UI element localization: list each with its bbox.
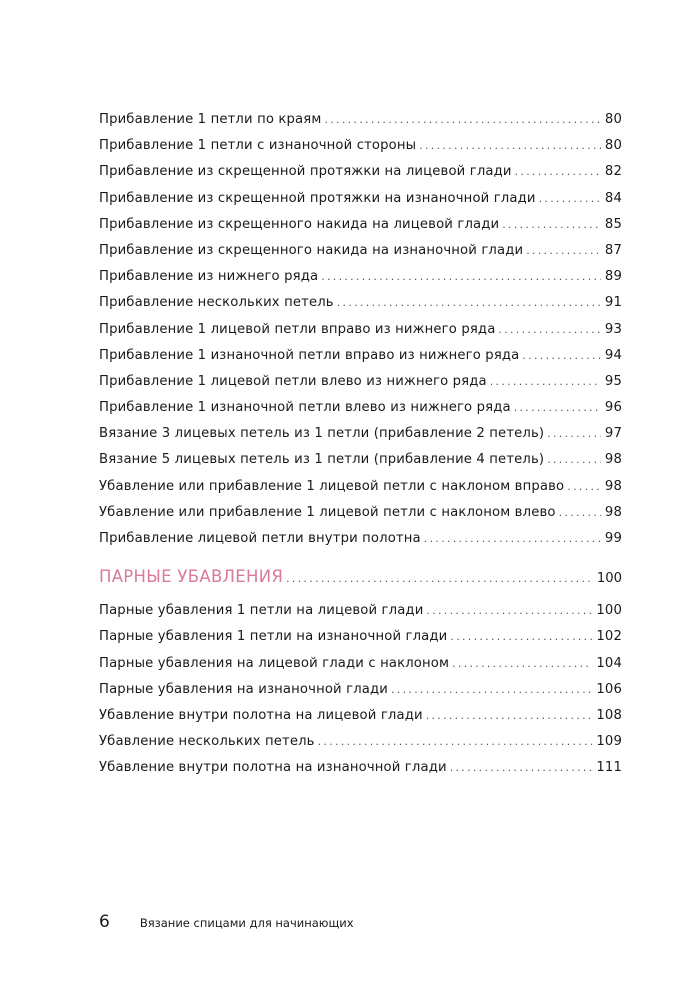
toc-entry[interactable] xyxy=(99,395,622,421)
toc-entry-page-number: 84 xyxy=(604,190,622,206)
toc-entry-page-number: 109 xyxy=(596,734,622,750)
dot-leader xyxy=(490,369,601,395)
toc-entry-title: Парные убавления на лицевой глади с наклоном xyxy=(99,655,450,671)
toc-entry-page-number: 102 xyxy=(596,629,622,645)
toc-entry[interactable] xyxy=(99,624,622,650)
toc-entry[interactable] xyxy=(99,159,622,185)
dot-leader xyxy=(426,703,593,729)
toc-entry[interactable] xyxy=(99,703,622,729)
toc-entry-title: Прибавление 1 изнаночной петли вправо из нижнего ряда xyxy=(99,347,520,363)
toc-entries-top xyxy=(99,107,622,552)
toc-entry-page-number: 108 xyxy=(596,707,622,723)
toc-entries-bottom xyxy=(99,598,622,781)
toc-entry-title: Парные убавления на изнаночной глади xyxy=(99,681,389,697)
toc-entry[interactable] xyxy=(99,186,622,212)
section-page-number: 100 xyxy=(596,571,622,587)
toc-entry-page-number: 94 xyxy=(604,347,622,363)
toc-entry-page-number: 99 xyxy=(604,531,622,546)
dot-leader xyxy=(424,526,601,552)
toc-entry-page-number: 98 xyxy=(604,478,622,494)
toc-entry[interactable] xyxy=(99,598,622,624)
toc-entry-page-number: 100 xyxy=(596,603,622,619)
toc-entry-page-number: 91 xyxy=(604,295,622,311)
dot-leader xyxy=(515,159,601,185)
toc-entry-title: Вязание 3 лицевых петель из 1 петли (прибавление 2 петель) xyxy=(99,426,545,442)
toc-entry-page-number: 80 xyxy=(604,112,622,127)
toc-entry-page-number: 87 xyxy=(604,242,622,258)
toc-entry[interactable] xyxy=(99,317,622,343)
toc-section-heading[interactable] xyxy=(99,562,622,592)
dot-leader xyxy=(559,500,601,526)
toc-entry-title: Прибавление нескольких петель xyxy=(99,295,334,311)
toc-entry-page-number: 96 xyxy=(604,400,622,416)
dot-leader xyxy=(337,290,601,316)
toc-entry[interactable] xyxy=(99,651,622,677)
toc-entry-title: Прибавление 1 лицевой петли вправо из нижнего ряда xyxy=(99,321,496,337)
toc-entry-title: Прибавление из скрещенной протяжки на изнаночной глади xyxy=(99,190,536,206)
section-title: ПАРНЫЕ УБАВЛЕНИЯ xyxy=(99,567,284,587)
toc-entry-title: Убавление или прибавление 1 лицевой петли с наклоном влево xyxy=(99,504,556,520)
dot-leader xyxy=(567,474,601,500)
toc-entry-page-number: 98 xyxy=(604,452,622,468)
toc-entry[interactable] xyxy=(99,447,622,473)
dot-leader xyxy=(318,729,593,755)
toc-entry-page-number: 85 xyxy=(604,216,622,232)
toc-entry[interactable] xyxy=(99,343,622,369)
page-footer xyxy=(99,912,354,932)
toc-entry-title: Убавление внутри полотна на лицевой глади xyxy=(99,707,423,723)
footer-page-number: 6 xyxy=(99,912,110,932)
toc-entry-title: Прибавление 1 лицевой петли влево из нижнего ряда xyxy=(99,373,487,389)
toc-entry[interactable] xyxy=(99,474,622,500)
dot-leader xyxy=(391,677,592,703)
toc-entry-title: Убавление или прибавление 1 лицевой петли с наклоном вправо xyxy=(99,478,565,494)
toc-entry-title: Прибавление из скрещенного накида на лицевой глади xyxy=(99,216,500,232)
dot-leader xyxy=(498,317,600,343)
toc-entry-page-number: 97 xyxy=(604,426,622,442)
dot-leader xyxy=(539,186,601,212)
dot-leader xyxy=(547,447,601,473)
dot-leader xyxy=(419,133,601,159)
toc-entry[interactable] xyxy=(99,212,622,238)
toc-entry-page-number: 104 xyxy=(596,655,622,671)
dot-leader xyxy=(514,395,601,421)
dot-leader xyxy=(502,212,601,238)
toc-entry-title: Прибавление 1 изнаночной петли влево из нижнего ряда xyxy=(99,400,511,416)
toc-entry-title: Прибавление из скрещенного накида на изнаночной глади xyxy=(99,242,524,258)
dot-leader xyxy=(522,343,601,369)
toc-entry-title: Убавление нескольких петель xyxy=(99,734,315,750)
toc-entry[interactable] xyxy=(99,421,622,447)
toc-entry-page-number: 95 xyxy=(604,373,622,389)
dot-leader xyxy=(547,421,601,447)
dot-leader xyxy=(450,755,593,781)
toc-entry-title: Парные убавления 1 петли на изнаночной глади xyxy=(99,629,448,645)
table-of-contents xyxy=(99,107,622,782)
toc-entry-page-number: 80 xyxy=(604,138,622,154)
toc-entry-title: Прибавление 1 петли по краям xyxy=(99,112,322,127)
dot-leader xyxy=(526,238,601,264)
toc-entry-title: Прибавление из скрещенной протяжки на лицевой глади xyxy=(99,164,512,180)
toc-entry[interactable] xyxy=(99,238,622,264)
dot-leader xyxy=(321,264,601,290)
toc-entry-title: Прибавление лицевой петли внутри полотна xyxy=(99,531,421,546)
toc-entry-title: Вязание 5 лицевых петель из 1 петли (прибавление 4 петель) xyxy=(99,452,545,468)
toc-entry[interactable] xyxy=(99,133,622,159)
dot-leader xyxy=(324,107,600,133)
toc-entry[interactable] xyxy=(99,755,622,781)
toc-entry[interactable] xyxy=(99,526,622,552)
toc-entry-title: Парные убавления 1 петли на лицевой глади xyxy=(99,603,424,619)
toc-entry-title: Убавление внутри полотна на изнаночной глади xyxy=(99,760,447,776)
dot-leader xyxy=(426,598,592,624)
toc-entry-title: Прибавление из нижнего ряда xyxy=(99,269,319,285)
toc-entry[interactable] xyxy=(99,107,622,133)
toc-entry-page-number: 98 xyxy=(604,504,622,520)
toc-entry-page-number: 93 xyxy=(604,321,622,337)
toc-entry-page-number: 106 xyxy=(596,681,622,697)
dot-leader xyxy=(452,651,592,677)
toc-entry[interactable] xyxy=(99,677,622,703)
toc-entry[interactable] xyxy=(99,290,622,316)
toc-entry[interactable] xyxy=(99,369,622,395)
toc-entry-page-number: 82 xyxy=(604,164,622,180)
toc-entry[interactable] xyxy=(99,500,622,526)
dot-leader xyxy=(286,564,593,594)
footer-book-title: Вязание спицами для начинающих xyxy=(139,916,354,930)
toc-entry[interactable] xyxy=(99,729,622,755)
toc-entry-title: Прибавление 1 петли с изнаночной стороны xyxy=(99,138,417,154)
toc-entry-page-number: 89 xyxy=(604,269,622,285)
dot-leader xyxy=(450,624,592,650)
toc-entry[interactable] xyxy=(99,264,622,290)
toc-entry-page-number: 111 xyxy=(596,760,622,776)
